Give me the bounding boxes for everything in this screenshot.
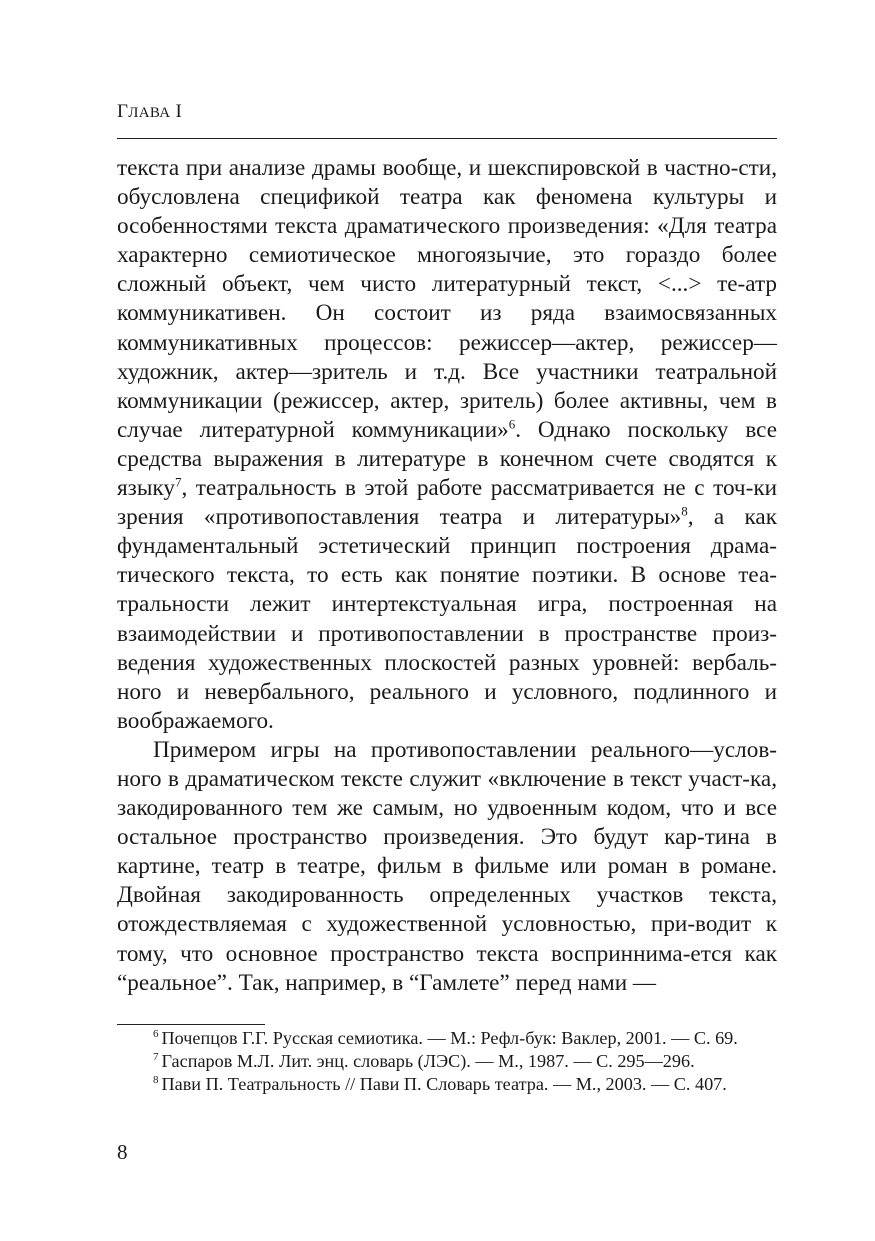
footnote-ref-6[interactable]: 6 bbox=[508, 416, 516, 432]
footnote-6 bbox=[117, 1027, 777, 1050]
chapter-label-initial: Г bbox=[117, 101, 129, 122]
footnote-7 bbox=[117, 1050, 777, 1073]
footnote-rule bbox=[117, 1024, 265, 1025]
chapter-number: I bbox=[175, 101, 183, 122]
paragraph-1-part-4: , а как фундаментальный эстетический принцип построения драма-тического текста, то есть как понятие поэтики. В основе теа-тральности лежит интертекстуальная игра, построенная на взаимодействии и противопоставлении в пространстве произ-ведения художественных плоскостей разных уровней: вербаль-ного и невербального, реального и условного, подлинного и воображаемого. bbox=[117, 504, 777, 734]
footnote-ref-7[interactable]: 7 bbox=[174, 474, 182, 490]
footnote-text: Пави П. Театральность // Пави П. Словарь театра. — М., 2003. — С. 407. bbox=[161, 1074, 727, 1095]
footnotes bbox=[117, 1027, 777, 1097]
header-rule bbox=[117, 138, 777, 139]
chapter-label-rest: ЛАВА bbox=[128, 105, 171, 121]
paragraph-1-part-1: текста при анализе драмы вообще, и шекспировской в частно-сти, обусловлена спецификой театра как феномена культуры и особенностями текста драматического произведения: «Для театра характерно семиотическое многоязычие, это гораздо более сложный объект, чем чисто литературный текст, <...> те-атр коммуникативен. Он состоит из ряда взаимосвязанных коммуникативных процессов: режиссер—актер, режиссер—художник, актер—зритель и т.д. Все участники театральной коммуникации (режиссер, актер, зритель) более активны, чем в случае литературной коммуникации» bbox=[117, 155, 777, 443]
footnote-number: 6 bbox=[153, 1027, 159, 1040]
footnote-ref-8[interactable]: 8 bbox=[681, 503, 688, 519]
paragraph-1-part-3: , театральность в этой работе рассматривается не с точ-ки зрения «противопоставления театра и литературы» bbox=[117, 475, 777, 531]
footnote-text: Гаспаров М.Л. Лит. энц. словарь (ЛЭС). — М., 1987. — С. 295—296. bbox=[161, 1051, 695, 1072]
running-head bbox=[117, 100, 182, 125]
footnote-text: Почепцов Г.Г. Русская семиотика. — М.: Рефл-бук: Ваклер, 2001. — С. 69. bbox=[161, 1028, 738, 1048]
main-text bbox=[117, 154, 777, 998]
footnote-number: 8 bbox=[153, 1074, 159, 1087]
footnote-number: 7 bbox=[153, 1051, 159, 1064]
paragraph-2: Примером игры на противопоставлении реального—услов-ного в драматическом тексте служит «включение в текст участ-ка, закодированного тем же самым, но удвоенным кодом, что и все остальное пространство произведения. Это будут кар-тина в картине, театр в театре, фильм в фильме или роман в романе. Двойная закодированность определенных участков текста, отождествляемая с художественной условностью, при-водит к тому, что основное пространство текста восприннима-ется как “реальное”. Так, например, в “Гамлете” перед нами — bbox=[117, 736, 777, 996]
paragraph-1-part-2: . Однако поскольку все средства выражения в литературе в конечном счете сводятся к языку bbox=[117, 416, 777, 502]
footnote-8 bbox=[117, 1073, 777, 1096]
page-number: 8 bbox=[117, 1140, 128, 1164]
paragraph-1 bbox=[117, 154, 777, 736]
